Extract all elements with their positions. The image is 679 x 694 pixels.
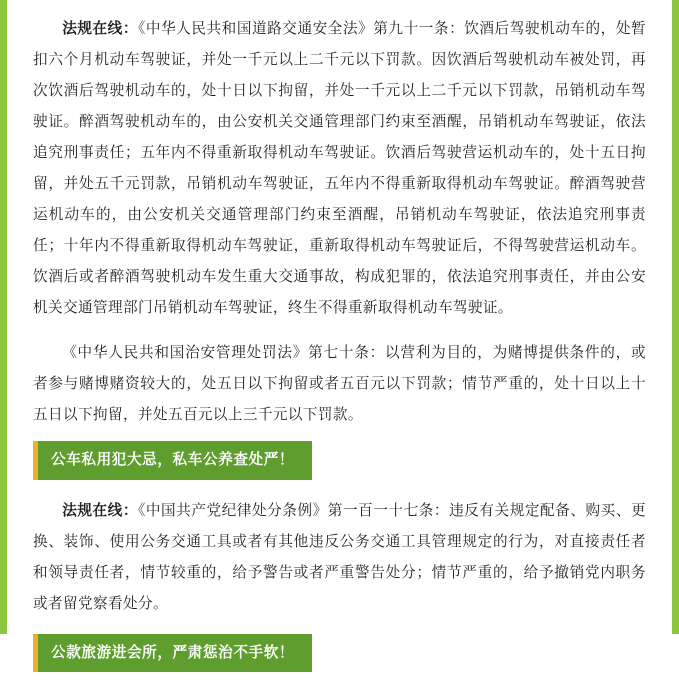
paragraph-lead-label: 法规在线： [62, 502, 138, 519]
paragraph-body-text: 《中华人民共和国道路交通安全法》第九十一条：饮酒后驾驶机动车的，处暂扣六个月机动车驾驶证，并处一千元以上二千元以下罚款。因饮酒后驾驶机动车被处罚，再次饮酒后驾驶机动车的，处十日以下拘留，并处一千元以上二千元以下罚款，吊销机动车驾驶证。醉酒驾驶机动车的，由公安机关交通管理部门约束至酒醒，吊销机动车驾驶证，依法追究刑事责任；五年内不得重新取得机动车驾驶证。饮酒后驾驶营运机动车的，处十五日拘留，并处五千元罚款，吊销机动车驾驶证，五年内不得重新取得机动车驾驶证。醉酒驾驶营运机动车的，由公安机关交通管理部门约束至酒醒，吊销机动车驾驶证，依法追究刑事责任；十年内不得重新取得机动车驾驶证，重新取得机动车驾驶证后，不得驾驶营运机动车。饮酒后或者醉酒驾驶机动车发生重大交通事故，构成犯罪的，依法追究刑事责任，并由公安机关交通管理部门吊销机动车驾驶证，终生不得重新取得机动车驾驶证。 [33, 21, 646, 316]
paragraph-lead-label: 法规在线： [62, 21, 138, 37]
document-content [7, 0, 672, 694]
paragraph-party-discipline-rules [33, 496, 646, 620]
banner-public-vehicle-misuse: 公车私用犯大忌，私车公养查处严！ [33, 441, 312, 480]
paragraph-body-text: 《中华人民共和国治安管理处罚法》第七十条：以营利为目的，为赌博提供条件的，或者参与赌博赌资较大的，处五日以下拘留或者五百元以下罚款；情节严重的，处十日以上十五日以下拘留，并处五百元以上三千元以下罚款。 [33, 345, 646, 423]
paragraph-body-text: 《中国共产党纪律处分条例》第一百一十七条：违反有关规定配备、购买、更换、装饰、使用公务交通工具或者有其他违反公务交通工具管理规定的行为，对直接责任者和领导责任者，情节较重的，给予警告或者严重警告处分；情节严重的，给予撤销党内职务或者留党察看处分。 [33, 502, 646, 612]
bottom-spacer [33, 688, 646, 694]
paragraph-public-security-law [33, 338, 646, 431]
banner-public-vehicle-misuse-wrap [33, 441, 646, 480]
banner-public-funded-travel-wrap [33, 634, 646, 673]
paragraph-road-traffic-law [33, 14, 646, 324]
banner-public-funded-travel: 公款旅游进会所，严肃惩治不手软！ [33, 634, 312, 673]
